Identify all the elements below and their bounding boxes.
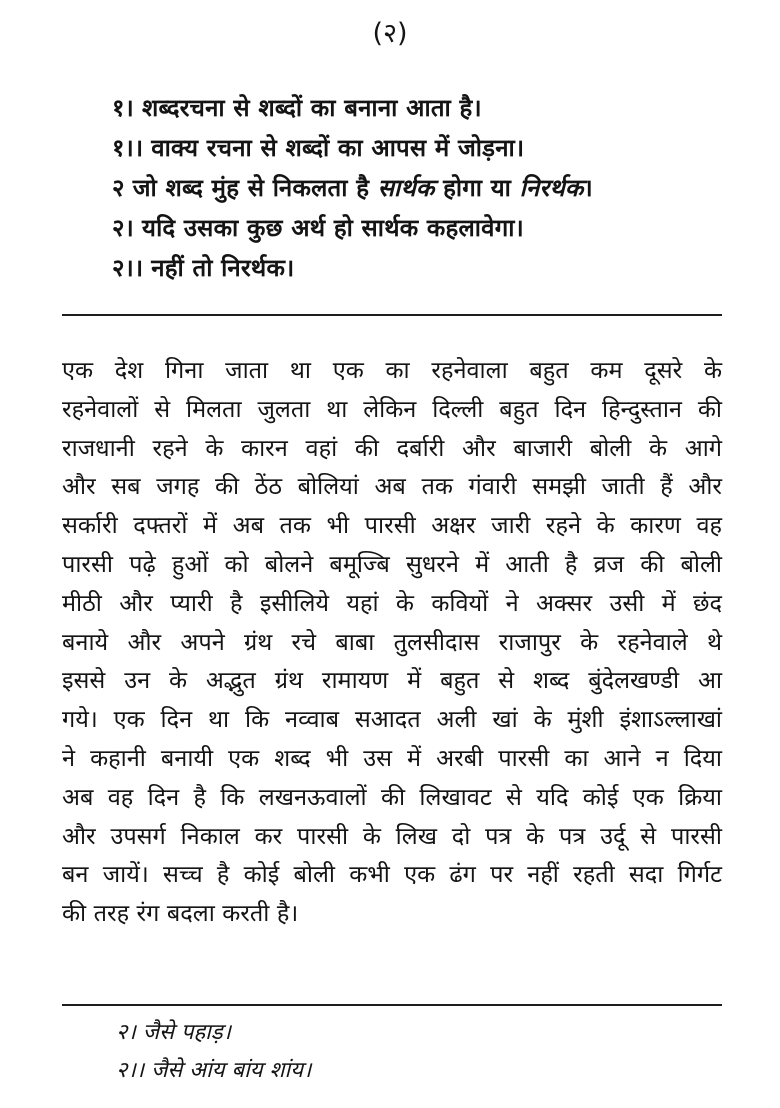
- page-number: (२): [372, 18, 408, 49]
- point-text: वाक्य रचना से शब्दों का आपस में जोड़ना।: [151, 134, 525, 162]
- paragraph-line: और सब जगह की ठेंठ बोलियां अब तक गंवारी समझी जाती हैं और: [62, 472, 722, 501]
- italic-term-nirarthak: निरर्थक: [519, 174, 584, 202]
- point-item: [112, 168, 752, 208]
- point-item: [112, 208, 752, 248]
- point-text: यदि उसका कुछ अर्थ हो सार्थक कहलावेगा।: [141, 214, 524, 242]
- paragraph-line: की तरह रंग बदला करती है।: [62, 899, 299, 928]
- point-text: नहीं तो निरर्थक।: [151, 254, 295, 282]
- main-paragraph: [62, 351, 722, 933]
- point-text-end: ।: [583, 174, 593, 202]
- point-text: शब्दरचना से शब्दों का बनाना आता है।: [141, 94, 482, 122]
- paragraph-line: सर्कारी दफ्तरों में अब तक भी पारसी अक्षर जारी रहने के कारण वह: [62, 511, 722, 540]
- top-divider: [62, 314, 722, 316]
- point-item: [112, 88, 752, 128]
- paragraph-line: मीठी और प्यारी है इसीलिये यहां के कवियों ने अक्सर उसी में छंद: [62, 588, 722, 617]
- paragraph-line: इससे उन के अद्भुत ग्रंथ रामायण में बहुत से शब्द बुंदेलखण्डी आ: [62, 666, 722, 695]
- point-item: [112, 248, 752, 288]
- point-text: जो शब्द मुंह से निकलता है: [132, 174, 370, 202]
- paragraph-line: और उपसर्ग निकाल कर पारसी के लिख दो पत्र के पत्र उर्दू से पारसी: [62, 821, 722, 850]
- paragraph-line: पारसी पढ़े हुओं को बोलने बमूज्बि सुधरने में आती है व्रज की बोली: [62, 549, 722, 578]
- paragraph-line: ने कहानी बनायी एक शब्द भी उस में अरबी पारसी का आने न दिया: [62, 743, 722, 772]
- footnote-divider: [62, 1004, 722, 1006]
- paragraph-line: अब वह दिन है कि लखनऊवालों की लिखावट से यदि कोई एक क्रिया: [62, 782, 722, 811]
- paragraph-line: एक देश गिना जाता था एक का रहनेवाला बहुत कम दूसरे के: [62, 356, 722, 384]
- paragraph-line: रहनेवालों से मिलता जुलता था लेकिन दिल्ली बहुत दिन हिन्दुस्तान की: [62, 394, 722, 423]
- paragraph-line: गये। एक दिन था कि नव्वाब सआदत अली खां के मुंशी इंशाऽल्लाखां: [62, 705, 722, 734]
- point-number: २: [112, 174, 125, 202]
- footnotes: [116, 1014, 716, 1090]
- point-text-middle: होगा या: [443, 174, 512, 202]
- point-number: १।।: [112, 134, 144, 162]
- footnote: २।। जैसे आंय बांय शांय।: [116, 1058, 312, 1083]
- point-number: २।: [112, 214, 134, 242]
- point-number: २।।: [112, 254, 144, 282]
- paragraph-line: राजधानी रहने के कारन वहां की दर्बारी और बाजारी बोली के आगे: [62, 433, 722, 462]
- paragraph-line: बनाये और अपने ग्रंथ रचे बाबा तुलसीदास राजापुर के रहनेवाले थे: [62, 627, 722, 656]
- point-item: [112, 128, 752, 168]
- point-number: १।: [112, 94, 134, 122]
- numbered-points: [112, 88, 752, 288]
- footnote: २। जैसे पहाड़।: [116, 1020, 231, 1045]
- italic-term-sarthak: सार्थक: [377, 174, 435, 202]
- paragraph-line: बन जायें। सच्च है कोई बोली कभी एक ढंग पर नहीं रहती सदा गिर्गट: [62, 860, 722, 889]
